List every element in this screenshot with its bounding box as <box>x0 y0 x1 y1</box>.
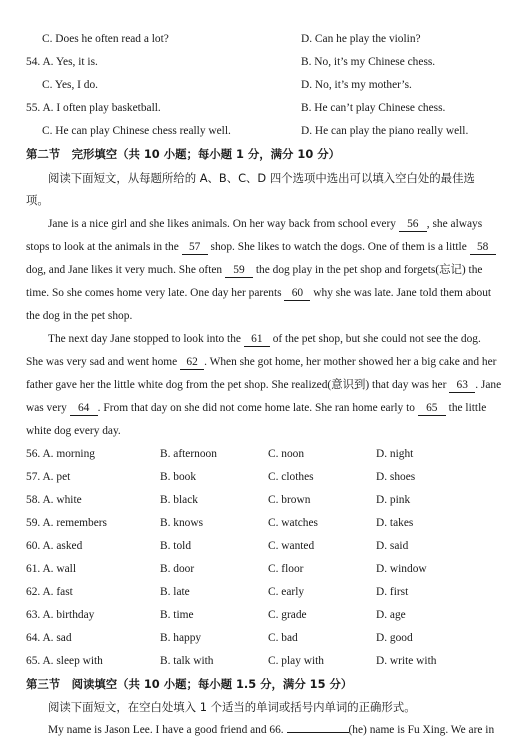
passage-line-7: She was very sad and went home 62 . When she got home, her mother showed her a big cake and her <box>26 356 497 368</box>
section3-instruction: 阅读下面短文，在空白处填入 1 个适当的单词或括号内单词的正确形式。 <box>48 700 416 714</box>
question-59-option-b: B. knows <box>160 517 204 529</box>
question-60-option-c: C. wanted <box>268 540 315 552</box>
question-61-option-c: C. floor <box>268 563 304 575</box>
option-54d: D. No, it’s my mother’s. <box>301 79 412 91</box>
passage-line-2: stops to look at the animals in the 57 shop. She likes to watch the dogs. One of them is a little 58 <box>26 241 496 255</box>
passage-line-6: The next day Jane stopped to look into the 61 of the pet shop, but she could not see the dog. <box>48 333 481 345</box>
passage-line-5: the dog in the pet shop. <box>26 310 133 322</box>
question-63-option-a: 63. A. birthday <box>26 609 95 621</box>
section2-instruction-cont: 项。 <box>26 193 49 207</box>
question-59-option-d: D. takes <box>376 517 414 529</box>
blank-58: 58 <box>470 242 496 255</box>
blank-61: 61 <box>244 334 270 347</box>
question-56-option-c: C. noon <box>268 448 305 460</box>
option-54a: 54. A. Yes, it is. <box>26 56 98 68</box>
question-56-option-a: 56. A. morning <box>26 448 95 460</box>
question-62-option-c: C. early <box>268 586 305 598</box>
option-53c: C. Does he often read a lot? <box>42 33 169 45</box>
option-55a: 55. A. I often play basketball. <box>26 102 161 114</box>
blank-57: 57 <box>182 242 208 255</box>
question-57-option-a: 57. A. pet <box>26 471 71 483</box>
option-55c: C. He can play Chinese chess really well. <box>42 125 231 137</box>
section3-heading: 第三节 阅读填空（共 10 小题；每小题 1.5 分，满分 15 分） <box>26 677 353 691</box>
question-63-option-b: B. time <box>160 609 194 621</box>
section2-heading: 第二节 完形填空（共 10 小题；每小题 1 分，满分 10 分） <box>26 147 341 161</box>
question-58-option-b: B. black <box>160 494 198 506</box>
option-54c: C. Yes, I do. <box>42 79 99 91</box>
question-61-option-b: B. door <box>160 563 195 575</box>
question-63-option-d: D. age <box>376 609 406 621</box>
question-64-option-b: B. happy <box>160 632 202 644</box>
blank-59: 59 <box>225 265 253 278</box>
passage-line-3: dog, and Jane likes it very much. She often 59 the dog play in the pet shop and forgets(忘记) the <box>26 264 483 276</box>
option-53d: D. Can he play the violin? <box>301 33 421 45</box>
question-65-option-b: B. talk with <box>160 655 214 667</box>
question-58-option-c: C. brown <box>268 494 311 506</box>
question-64-option-a: 64. A. sad <box>26 632 72 644</box>
question-65-option-a: 65. A. sleep with <box>26 655 103 667</box>
blank-64: 64 <box>70 403 98 416</box>
question-64-option-c: C. bad <box>268 632 298 644</box>
question-60-option-b: B. told <box>160 540 192 552</box>
blank-63: 63 <box>449 380 475 393</box>
question-62-option-a: 62. A. fast <box>26 586 73 598</box>
section2-instruction: 阅读下面短文，从每题所给的 A、B、C、D 四个选项中选出可以填入空白处的最佳选 <box>48 171 475 185</box>
passage-line-4: time. So she comes home very late. One day her parents 60 why she was late. Jane told them about <box>26 287 492 299</box>
question-58-option-d: D. pink <box>376 494 411 506</box>
question-58-option-a: 58. A. white <box>26 494 82 506</box>
option-54b: B. No, it’s my Chinese chess. <box>301 56 436 68</box>
passage-line-10: white dog every day. <box>26 425 121 437</box>
passage-line-1: Jane is a nice girl and she likes animals. On her way back from school every 56 , she always <box>48 218 483 230</box>
question-57-option-b: B. book <box>160 471 197 483</box>
passage-line-9: was very 64 . From that day on she did not come home late. She ran home early to 65 the little <box>26 402 487 414</box>
blank-60: 60 <box>284 288 310 301</box>
question-59-option-c: C. watches <box>268 517 318 529</box>
question-65-option-d: D. write with <box>376 655 437 667</box>
question-59-option-a: 59. A. remembers <box>26 517 107 529</box>
question-56-option-b: B. afternoon <box>160 448 217 460</box>
option-55b: B. He can’t play Chinese chess. <box>301 102 446 114</box>
question-57-option-d: D. shoes <box>376 471 416 483</box>
passage-line-8: father gave her the little white dog from the pet shop. She realized(意识到) that day was her 63 . Jane <box>26 379 502 391</box>
section3-passage-line-1: My name is Jason Lee. I have a good friend and 66. (he) name is Fu Xing. We are in <box>48 724 495 736</box>
blank-56: 56 <box>399 219 427 232</box>
question-60-option-d: D. said <box>376 540 409 552</box>
question-63-option-c: C. grade <box>268 609 307 621</box>
blank-66 <box>287 732 349 733</box>
question-56-option-d: D. night <box>376 448 414 460</box>
question-60-option-a: 60. A. asked <box>26 540 83 552</box>
question-65-option-c: C. play with <box>268 655 325 667</box>
option-55d: D. He can play the piano really well. <box>301 125 469 137</box>
question-64-option-d: D. good <box>376 632 413 644</box>
blank-65: 65 <box>418 403 446 416</box>
question-61-option-d: D. window <box>376 563 427 575</box>
question-61-option-a: 61. A. wall <box>26 563 76 575</box>
question-62-option-b: B. late <box>160 586 190 598</box>
blank-62: 62 <box>180 357 204 370</box>
question-57-option-c: C. clothes <box>268 471 314 483</box>
question-62-option-d: D. first <box>376 586 409 598</box>
